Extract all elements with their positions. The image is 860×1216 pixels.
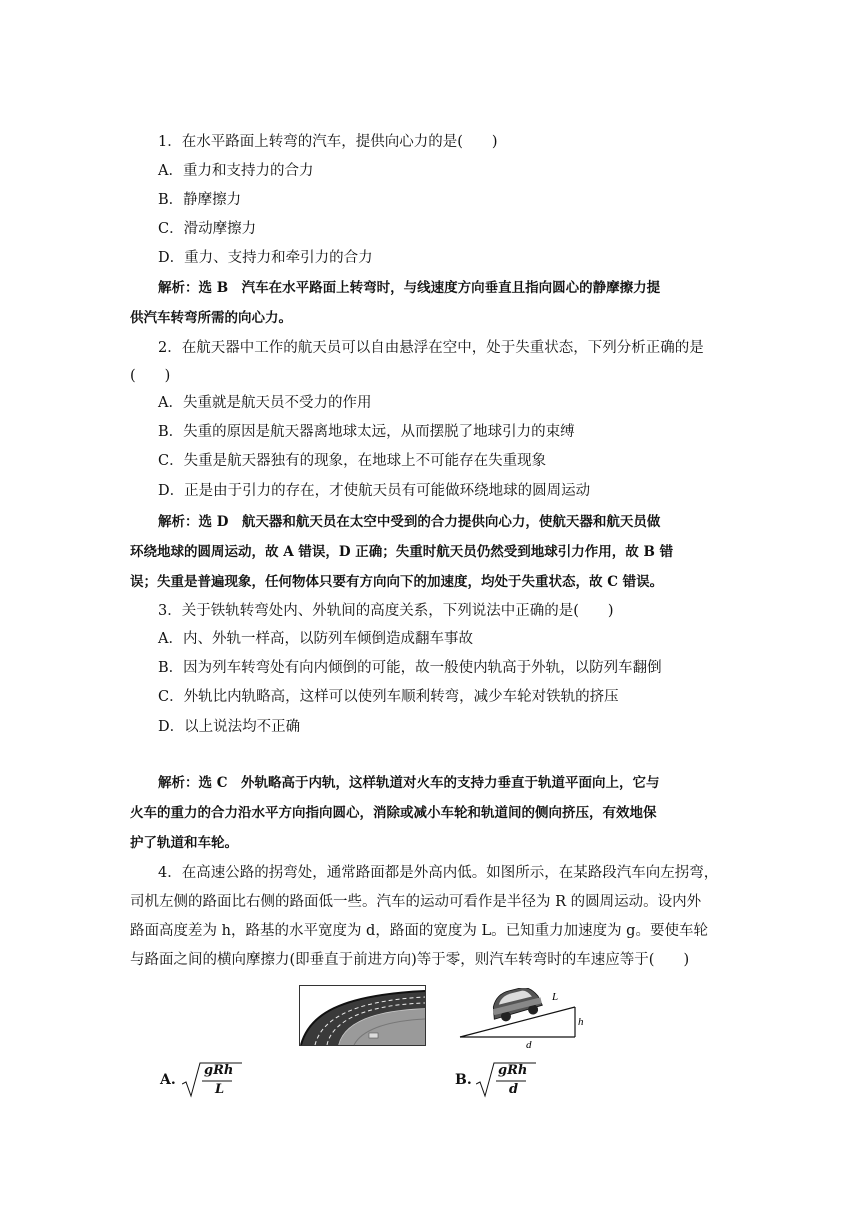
q4-option-a bbox=[160, 1062, 260, 1102]
q3-option-d: D．以上说法均不正确 bbox=[158, 719, 301, 735]
q2-option-a: A．失重就是航天员不受力的作用 bbox=[158, 395, 372, 411]
q4-stem-line3: 路面高度差为 h，路基的水平宽度为 d，路面的宽度为 L。已知重力加速度为 g。要使车轮 bbox=[130, 923, 708, 939]
banked-road-figure bbox=[458, 988, 588, 1050]
q4-option-a-letter: A. bbox=[160, 1072, 176, 1088]
q1-solution-line1: 解析：选 B 汽车在水平路面上转弯时，与线速度方向垂直且指向圆心的静摩擦力提 bbox=[158, 280, 661, 296]
q4-option-b bbox=[455, 1062, 555, 1102]
label-L: L bbox=[552, 991, 559, 1003]
q1-solution-line2: 供汽车转弯所需的向心力。 bbox=[130, 310, 292, 326]
car-icon bbox=[488, 988, 544, 1024]
q3-option-a: A．内、外轨一样高，以防列车倾倒造成翻车事故 bbox=[158, 631, 473, 647]
q2-stem-line2: ( ) bbox=[130, 368, 171, 384]
q1-option-b: B．静摩擦力 bbox=[158, 192, 242, 208]
q4-option-a-denominator: L bbox=[215, 1082, 225, 1097]
q4-stem-line4: 与路面之间的横向摩擦力(即垂直于前进方向)等于零，则汽车转弯时的车速应等于( ) bbox=[130, 952, 690, 968]
q3-stem: 3．关于铁轨转弯处内、外轨间的高度关系，下列说法中正确的是( ) bbox=[158, 603, 614, 619]
q3-option-c: C．外轨比内轨略高，这样可以使列车顺利转弯，减少车轮对铁轨的挤压 bbox=[158, 689, 619, 705]
highway-curve-image bbox=[299, 985, 426, 1046]
q4-stem-line2: 司机左侧的路面比右侧的路面低一些。汽车的运动可看作是半径为 R 的圆周运动。设内外 bbox=[130, 894, 702, 910]
q4-option-a-numerator: gRh bbox=[204, 1063, 234, 1078]
q3-solution-line2: 火车的重力的合力沿水平方向指向圆心，消除或减小车轮和轨道间的侧向挤压，有效地保 bbox=[130, 805, 657, 821]
q3-solution-line3: 护了轨道和车轮。 bbox=[130, 835, 238, 851]
q3-solution-line1: 解析：选 C 外轨略高于内轨，这样轨道对火车的支持力垂直于轨道平面向上，它与 bbox=[158, 775, 660, 791]
q2-stem-line1: 2．在航天器中工作的航天员可以自由悬浮在空中，处于失重状态，下列分析正确的是 bbox=[158, 340, 704, 356]
q2-option-d: D．正是由于引力的存在，才使航天员有可能做环绕地球的圆周运动 bbox=[158, 483, 591, 499]
q4-stem-line1: 4．在高速公路的拐弯处，通常路面都是外高内低。如图所示，在某路段汽车向左拐弯， bbox=[158, 865, 719, 881]
label-d: d bbox=[526, 1039, 532, 1050]
label-h: h bbox=[578, 1016, 584, 1028]
q4-option-b-numerator: gRh bbox=[498, 1063, 528, 1078]
q3-option-b: B．因为列车转弯处有向内倾倒的可能，故一般使内轨高于外轨，以防列车翻倒 bbox=[158, 660, 662, 676]
q2-option-c: C．失重是航天器独有的现象，在地球上不可能存在失重现象 bbox=[158, 453, 547, 469]
q1-option-c: C．滑动摩擦力 bbox=[158, 221, 257, 237]
q1-option-d: D．重力、支持力和牵引力的合力 bbox=[158, 250, 373, 266]
banked-road-diagram bbox=[458, 988, 588, 1050]
q2-option-b: B．失重的原因是航天器离地球太远，从而摆脱了地球引力的束缚 bbox=[158, 424, 575, 440]
q4-option-b-denominator: d bbox=[509, 1082, 519, 1097]
q1-option-a: A．重力和支持力的合力 bbox=[158, 163, 314, 179]
q2-solution-line2: 环绕地球的圆周运动，故 A 错误，D 正确；失重时航天员仍然受到地球引力作用，故 B 错 bbox=[130, 544, 674, 560]
q1-stem: 1．在水平路面上转弯的汽车，提供向心力的是( ) bbox=[158, 134, 498, 150]
highway-curve-figure bbox=[299, 985, 426, 1046]
q4-option-b-letter: B. bbox=[455, 1072, 472, 1088]
q2-solution-line3: 误；失重是普遍现象，任何物体只要有方向向下的加速度，均处于失重状态，故 C 错误。 bbox=[130, 574, 664, 590]
q2-solution-line1: 解析：选 D 航天器和航天员在太空中受到的合力提供向心力，使航天器和航天员做 bbox=[158, 514, 661, 530]
